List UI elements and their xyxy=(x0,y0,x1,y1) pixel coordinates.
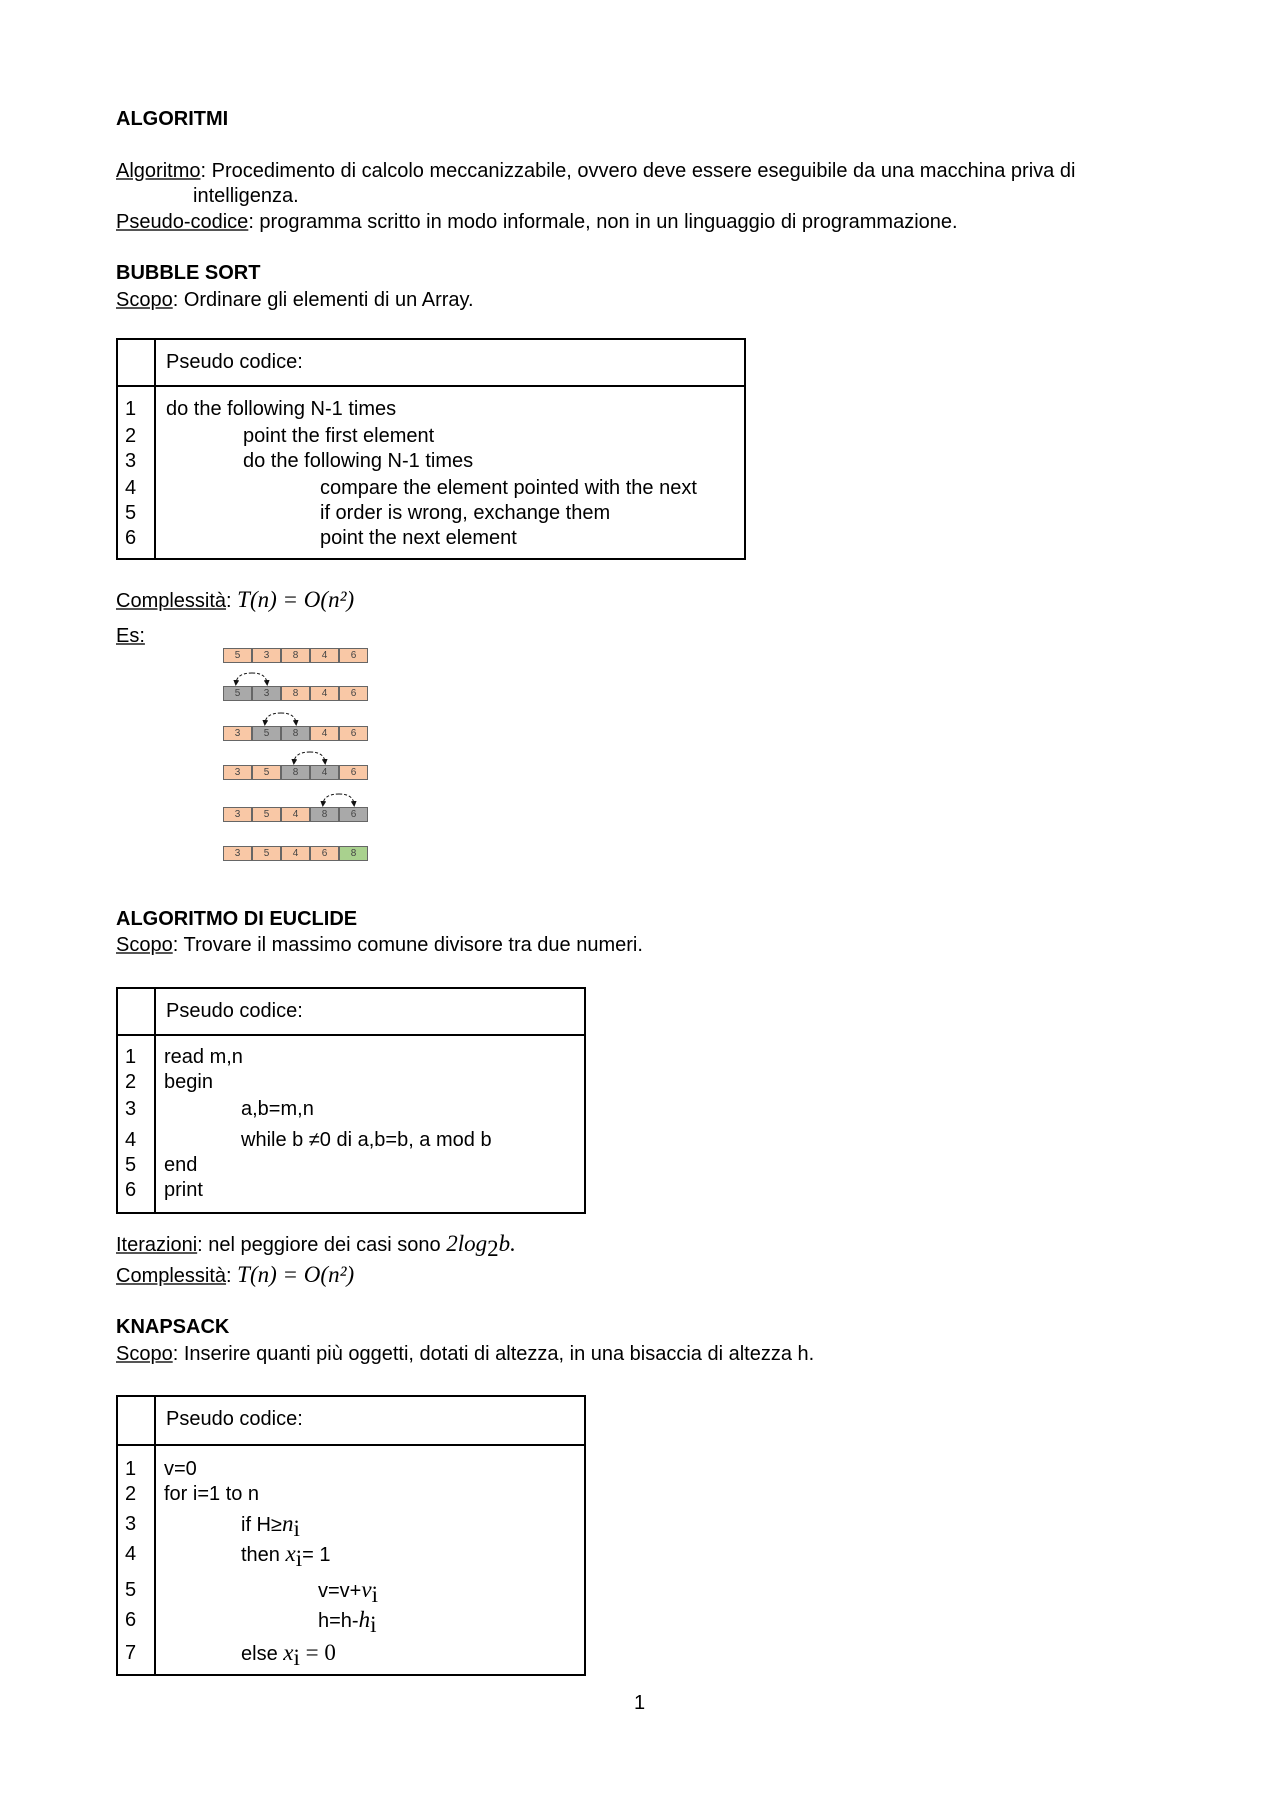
array-cell: 3 xyxy=(223,846,252,861)
array-cell: 6 xyxy=(339,807,368,822)
array-cell: 4 xyxy=(310,686,339,701)
line-number: 4 xyxy=(125,477,137,499)
array-cell: 6 xyxy=(339,765,368,780)
euclide-scope: Scopo: Trovare il massimo comune divisore tra due numeri. xyxy=(116,934,643,956)
array-cell: 6 xyxy=(339,686,368,701)
bubble-complexity: Complessità: T(n) = O(n²) xyxy=(116,587,355,612)
line-number: 5 xyxy=(125,1579,137,1601)
complexity-formula: T(n) = O(n²) xyxy=(237,1262,355,1287)
swap-arrow xyxy=(323,794,339,804)
swap-arrow xyxy=(281,713,296,723)
euclide-iterations: Iterazioni: nel peggiore dei casi sono $2\log_2b$. xyxy=(116,1231,516,1261)
code-line: do the following N-1 times xyxy=(243,450,474,472)
array-cell: 3 xyxy=(252,648,281,663)
code-line: begin xyxy=(164,1071,213,1093)
swap-arrow xyxy=(294,752,310,762)
header-divider xyxy=(118,385,744,387)
code-line: then $x_i= 1$ xyxy=(241,1541,331,1571)
array-cell: 8 xyxy=(281,686,310,701)
array-cell: 3 xyxy=(223,726,252,741)
array-cell: 8 xyxy=(310,807,339,822)
knapsack-pseudocode-table xyxy=(116,1395,586,1676)
bubble-scope: Scopo: Ordinare gli elementi di un Array. xyxy=(116,289,474,311)
knapsack-heading: KNAPSACK xyxy=(116,1316,230,1338)
array-cell: 5 xyxy=(252,846,281,861)
array-cell: 4 xyxy=(310,648,339,663)
code-line: else $x_i = 0$ xyxy=(241,1640,336,1670)
line-number: 6 xyxy=(125,1609,137,1631)
code-line: point the first element xyxy=(243,425,435,447)
euclide-pseudocode-table xyxy=(116,987,586,1214)
code-line: v=0 xyxy=(164,1458,197,1480)
header-divider xyxy=(118,1034,584,1036)
array-cell: 5 xyxy=(223,648,252,663)
line-number: 7 xyxy=(125,1642,137,1664)
swap-arrow xyxy=(265,713,281,723)
example-label: Es: xyxy=(116,625,145,647)
code-line: point the next element xyxy=(320,527,517,549)
array-cell: 5 xyxy=(252,726,281,741)
swap-arrow xyxy=(236,673,252,683)
array-cell: 3 xyxy=(223,765,252,780)
page-title: ALGORITMI xyxy=(116,108,229,130)
array-cell: 5 xyxy=(252,765,281,780)
code-line: if order is wrong, exchange them xyxy=(320,502,611,524)
code-line: $h=h-h_i$ xyxy=(318,1607,377,1637)
code-line: end xyxy=(164,1154,198,1176)
line-number: 6 xyxy=(125,527,137,549)
line-number: 1 xyxy=(125,1458,137,1480)
swap-arrow xyxy=(339,794,354,804)
line-number: 4 xyxy=(125,1543,137,1565)
swap-arrows xyxy=(223,640,383,870)
line-number: 2 xyxy=(125,1483,137,1505)
line-number: 3 xyxy=(125,1098,137,1120)
array-cell: 6 xyxy=(339,648,368,663)
line-number-divider xyxy=(154,1397,156,1674)
code-line: compare the element pointed with the next xyxy=(320,477,697,499)
line-number: 6 xyxy=(125,1179,137,1201)
code-line: a,b=m,n xyxy=(241,1098,314,1120)
complexity-formula: T(n) = O(n²) xyxy=(237,587,355,612)
line-number: 1 xyxy=(125,398,137,420)
array-cell: 5 xyxy=(223,686,252,701)
code-line: print xyxy=(164,1179,203,1201)
array-cell: 4 xyxy=(281,807,310,822)
array-cell: 4 xyxy=(310,765,339,780)
table-header: Pseudo codice: xyxy=(166,1408,303,1430)
bubble-pseudocode-table xyxy=(116,338,746,560)
array-cell: 4 xyxy=(281,846,310,861)
euclide-heading: ALGORITMO DI EUCLIDE xyxy=(116,908,358,930)
line-number: 2 xyxy=(125,425,137,447)
line-number: 3 xyxy=(125,1513,137,1535)
bubble-sort-example-diagram xyxy=(223,640,383,870)
definition-pseudocodice: Pseudo-codice: programma scritto in modo informale, non in un linguaggio di programmazione. xyxy=(116,211,958,233)
array-cell: 3 xyxy=(223,807,252,822)
code-line: do the following N-1 times xyxy=(166,398,397,420)
array-cell: 6 xyxy=(339,726,368,741)
euclide-complexity: Complessità: T(n) = O(n²) xyxy=(116,1262,355,1287)
code-line: while b ≠0 di a,b=b, a mod b xyxy=(241,1129,492,1151)
table-header: Pseudo codice: xyxy=(166,351,303,373)
array-cell: 8 xyxy=(281,648,310,663)
array-cell: 3 xyxy=(252,686,281,701)
array-cell: 8 xyxy=(281,726,310,741)
array-cell: 4 xyxy=(310,726,339,741)
array-cell: 8 xyxy=(339,846,368,861)
line-number: 3 xyxy=(125,450,137,472)
swap-arrow xyxy=(310,752,325,762)
definition-algoritmo-cont: intelligenza. xyxy=(193,185,299,207)
table-header: Pseudo codice: xyxy=(166,1000,303,1022)
line-number: 4 xyxy=(125,1129,137,1151)
line-number-divider xyxy=(154,340,156,558)
page-number: 1 xyxy=(634,1692,646,1714)
swap-arrow xyxy=(252,673,267,683)
knapsack-scope: Scopo: Inserire quanti più oggetti, dotati di altezza, in una bisaccia di altezza h. xyxy=(116,1343,815,1365)
array-cell: 6 xyxy=(310,846,339,861)
line-number: 5 xyxy=(125,1154,137,1176)
line-number-divider xyxy=(154,989,156,1212)
bubble-heading: BUBBLE SORT xyxy=(116,262,261,284)
header-divider xyxy=(118,1444,584,1446)
array-cell: 8 xyxy=(281,765,310,780)
code-line: for i=1 to n xyxy=(164,1483,260,1505)
line-number: 5 xyxy=(125,502,137,524)
code-line: if $H\ge n_i$ xyxy=(241,1511,300,1541)
code-line: read m,n xyxy=(164,1046,243,1068)
line-number: 2 xyxy=(125,1071,137,1093)
line-number: 1 xyxy=(125,1046,137,1068)
array-cell: 5 xyxy=(252,807,281,822)
definition-algoritmo: Algoritmo: Procedimento di calcolo meccanizzabile, ovvero deve essere eseguibile da una macchina priva di xyxy=(116,160,1076,182)
code-line: $v=v+v_i$ xyxy=(318,1577,378,1607)
